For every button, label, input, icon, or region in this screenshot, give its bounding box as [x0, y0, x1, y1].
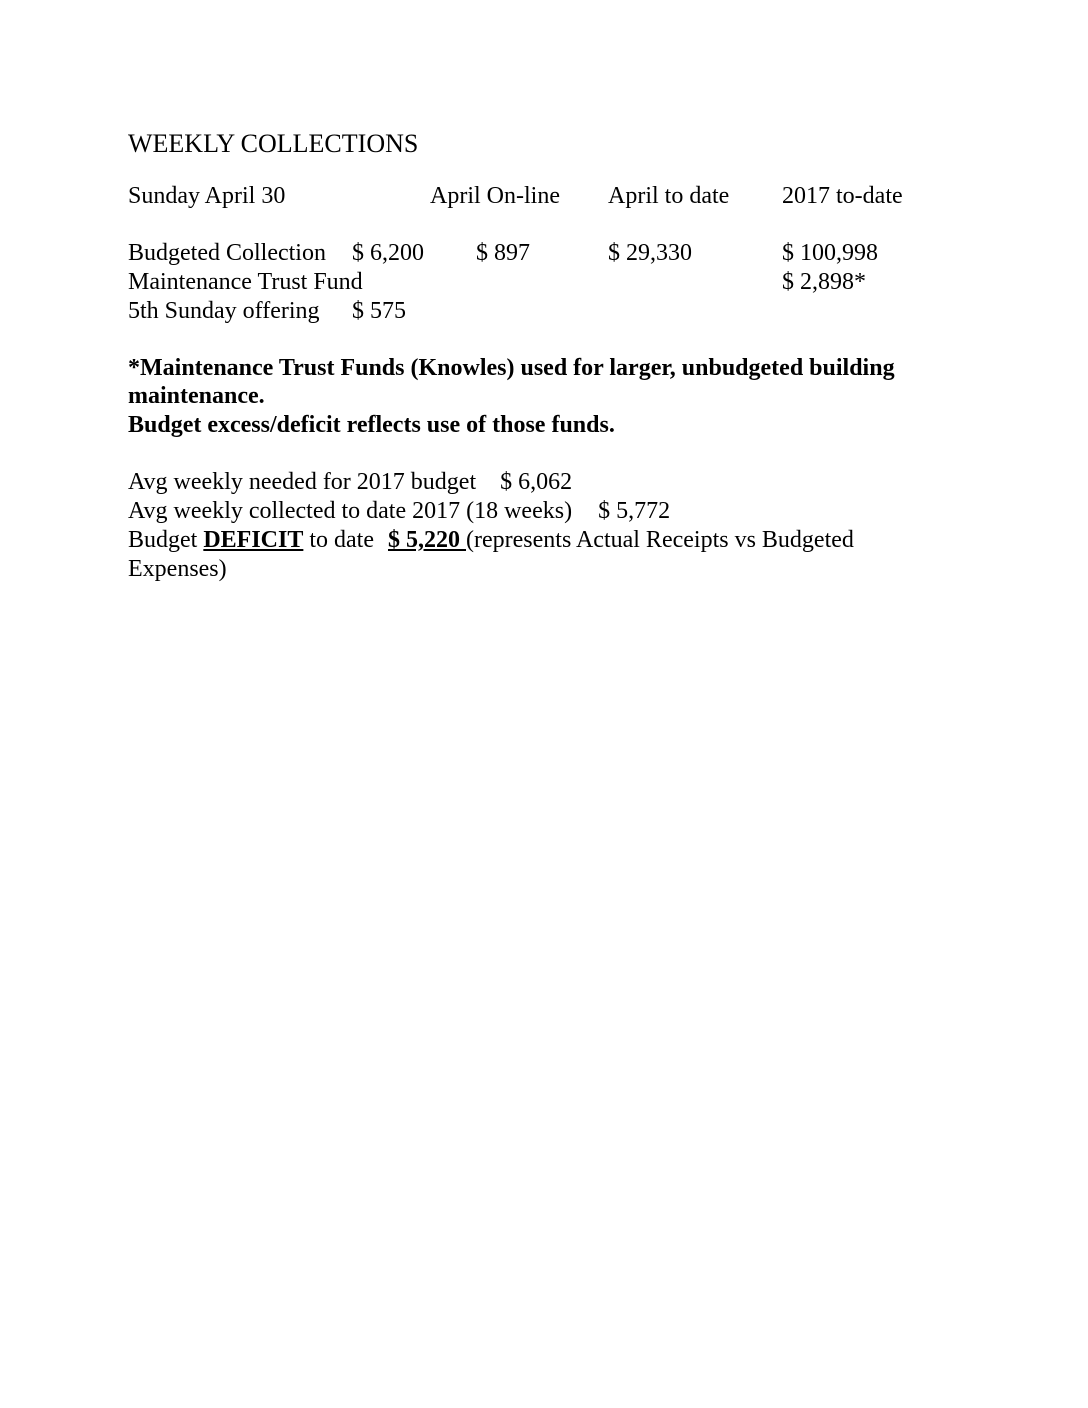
deficit-value: $ 5,220 [388, 527, 466, 553]
summary-deficit [128, 526, 854, 554]
avg-needed-value: $ 6,062 [500, 469, 573, 495]
deficit-prefix: Budget [128, 527, 204, 553]
avg-collected-value: $ 5,772 [598, 498, 671, 524]
row-budgeted-label: Budgeted Collection [128, 240, 326, 266]
header-date: Sunday April 30 [128, 183, 286, 209]
header-month: April to date [608, 183, 730, 209]
row-maintenance-label: Maintenance Trust Fund [128, 269, 363, 295]
row-fifth-sunday-label: 5th Sunday offering [128, 298, 320, 324]
page-title: WEEKLY COLLECTIONS [128, 129, 419, 158]
row-budgeted-online: $ 897 [476, 240, 530, 266]
deficit-suffix: (represents Actual Receipts vs Budgeted [466, 527, 854, 553]
deficit-suffix-continued: Expenses) [128, 556, 227, 582]
deficit-mid: to date [303, 527, 374, 553]
header-year: 2017 to-date [782, 183, 903, 209]
row-budgeted-year: $ 100,998 [782, 240, 878, 266]
avg-needed-label: Avg weekly needed for 2017 budget [128, 469, 477, 495]
row-budgeted-month: $ 29,330 [608, 240, 692, 266]
note-line-2: maintenance. [128, 383, 265, 409]
note-line-1: *Maintenance Trust Funds (Knowles) used for larger, unbudgeted building [128, 355, 895, 381]
deficit-word: DEFICIT [203, 527, 304, 553]
avg-collected-label: Avg weekly collected to date 2017 (18 weeks) [128, 498, 573, 524]
note-line-3: Budget excess/deficit reflects use of those funds. [128, 412, 615, 438]
row-fifth-sunday-value: $ 575 [352, 298, 406, 324]
summary-avg-collected [128, 497, 670, 525]
header-online: April On-line [430, 183, 560, 209]
row-budgeted-sunday: $ 6,200 [352, 240, 424, 266]
row-maintenance-year: $ 2,898* [782, 269, 866, 295]
summary-avg-needed [128, 468, 572, 496]
